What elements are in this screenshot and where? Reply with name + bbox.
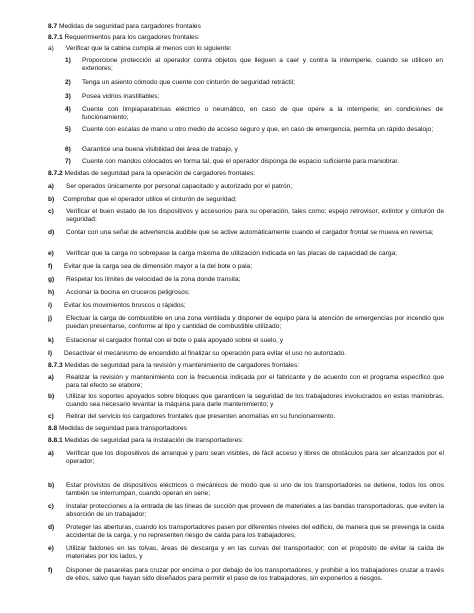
list-text: Contar con una señal de advertencia audible que se active automáticamente cuando el cargador frontal se mueva en reversa; (66, 229, 434, 236)
list-text: Verificar el buen estado de los dispositivos y accesorios para su operación, tales como: espejo retrovisor, extintor y cinturón de seguridad; (66, 208, 444, 223)
sublist-marker: 3) (65, 93, 71, 100)
list-text: Evitar los movimientos bruscos o rápidos; (64, 302, 186, 309)
list-marker: a) (48, 450, 54, 457)
list-text: Respetar los límites de velocidad de la zona donde transita; (66, 276, 241, 283)
list-marker: a) (48, 45, 54, 52)
subsection-heading (48, 34, 200, 42)
subsection-heading (48, 170, 255, 178)
list-text: Utilizar faldones en las tolvas, áreas de descarga y en las curvas del transportador; con el propósito de evitar la caída de materiales por los lados, y (66, 545, 444, 560)
subsection-heading (48, 437, 243, 445)
sublist-text: Tenga un asiento cómodo que cuente con cinturón de seguridad retráctil; (82, 79, 295, 86)
sublist-text: Garantice una buena visibilidad del área de trabajo, y (82, 146, 238, 153)
list-text: Evitar que la carga sea de dimensión mayor a la del bote o pala; (64, 263, 253, 270)
list-marker: e) (48, 545, 54, 552)
list-text: Disponer de pasarelas para cruzar por encima o por debajo de los transportadores, y prohibir a los trabajadores cruzar a través de ellos, salvo que hayan sido diseñados para permitir el paso de los trabajadores, sin exponerlos a riesgos. (66, 567, 444, 582)
list-marker: d) (48, 229, 55, 236)
sublist-text: Cuente con limpiaparabrisas eléctrico o neumático, en caso de que opere a la intemperie; en condiciones de funcionamiento; (82, 106, 443, 121)
list-marker: c) (48, 413, 54, 420)
sublist-marker: 5) (65, 126, 71, 133)
list-marker: i) (48, 302, 53, 309)
list-marker: f) (48, 567, 53, 574)
list-text: Verificar que los dispositivos de arranque y paro sean visibles, de fácil acceso y libres de obstáculos para ser alcanzados por el operador; (66, 450, 444, 465)
subsection-title: Requerimientos para los cargadores frontales: (64, 34, 200, 41)
sublist-marker: 6) (65, 146, 71, 153)
list-marker: d) (48, 524, 55, 531)
subsection-heading (48, 362, 299, 370)
subsection-number: 8.7.2 (48, 170, 63, 177)
list-marker: b) (48, 393, 55, 400)
list-text: Accionar la bocina en cruceros peligrosos; (66, 289, 190, 296)
subsection-title: Medidas de seguridad para la instalación de transportadores: (64, 437, 244, 444)
list-marker: a) (48, 374, 54, 381)
list-text: Ser operados únicamente por personal capacitado y autorizado por el patrón; (66, 183, 293, 190)
list-marker: k) (48, 337, 54, 344)
list-marker: c) (48, 503, 54, 510)
section-heading (48, 23, 201, 31)
list-marker: c) (48, 208, 54, 215)
sublist-marker: 4) (65, 106, 71, 113)
sublist-text: Cuente con escalas de mano u otro medio de acceso seguro y que, en caso de emergencia, permita un rápido desalojo; (82, 126, 434, 133)
list-text: Verificar que la cabina cumpla al menos con lo siguiente: (65, 45, 232, 52)
section-title: Medidas de seguridad para cargadores frontales (59, 23, 201, 30)
list-marker: l) (48, 350, 53, 357)
list-text: Estacionar el cargador frontal con el bote o pala apoyado sobre el suelo, y (66, 337, 283, 344)
list-text: Proteger las aberturas, cuando los transportadores pasen por diferentes niveles del edificio, de manera que se prevenga la caída accidental de la carga, y no representen riesgo de caída para los trabajadores; (66, 524, 444, 539)
sublist-marker: 1) (65, 57, 71, 64)
list-text: Estar provistos de dispositivos eléctricos o mecánicos de modo que si uno de los transportadores se detiene, todos los otros también se interrumpan, cuando operan en serie; (66, 482, 444, 497)
subsection-title: Medidas de seguridad para la operación de cargadores frontales: (64, 170, 256, 177)
sublist-marker: 7) (65, 158, 71, 165)
section-heading (48, 425, 187, 433)
sublist-marker: 2) (65, 79, 71, 86)
subsection-title: Medidas de seguridad para la revisión y mantenimiento de cargadores frontales: (64, 362, 300, 369)
section-number: 8.7 (48, 23, 58, 30)
sublist-text: Cuente con mandos colocados en forma tal, que el operador disponga de espacio suficiente para maniobrar. (82, 158, 400, 165)
subsection-number: 8.7.1 (48, 34, 63, 41)
subsection-number: 8.8.1 (48, 437, 63, 444)
list-text: Desactivar el mecanismo de encendido al finalizar su operación para evitar el uso no autorizado. (64, 350, 347, 357)
list-marker: e) (48, 250, 54, 257)
list-marker: b) (48, 482, 55, 489)
list-marker: f) (48, 263, 53, 270)
list-marker: j) (48, 315, 53, 322)
subsection-number: 8.7.3 (48, 362, 63, 369)
list-item (48, 45, 232, 53)
list-marker: g) (48, 276, 55, 283)
list-text: Instalar protecciones a la entrada de las líneas de succión que proveen de materiales a las bandas transportadoras, que eviten la absorción de un trabajador; (66, 503, 444, 518)
list-text: Verificar que la carga no sobrepase la carga máxima de utilización indicada en las placas de capacidad de carga; (66, 250, 397, 257)
list-text: Efectuar la carga de combustible en una zona ventilada y disponer de equipo para la atención de emergencias por incendio que puedan presentarse, conforme al tipo y cantidad de combustible utilizado; (66, 315, 444, 330)
list-text: Retirar del servicio los cargadores frontales que presenten anomalías en su funcionamiento. (66, 413, 336, 420)
sublist-text: Proporcione protección al operador contra objetos que lleguen a caer y contra la intemperie, cuando se utilicen en exteriores; (82, 57, 443, 72)
list-marker: h) (48, 289, 55, 296)
list-text: Comprobar que el operador utilice el cinturón de seguridad; (63, 196, 237, 203)
list-text: Realizar la revisión y mantenimiento con la frecuencia indicada por el fabricante y de acuerdo con el programa específico que para tal efecto se elabore; (66, 374, 444, 389)
section-number: 8.8 (48, 425, 58, 432)
section-title: Medidas de seguridad para transportadores (59, 425, 187, 432)
sublist-text: Posea vidrios inastillables; (82, 93, 160, 100)
list-text: Utilizar los soportes apoyados sobre bloques que garanticen la seguridad de los trabajadores involucrados en estas maniobras, cuando sea necesario levantar la máquina para darle mantenimiento; y (66, 393, 444, 408)
list-marker: b) (48, 196, 55, 203)
list-marker: a) (48, 183, 54, 190)
